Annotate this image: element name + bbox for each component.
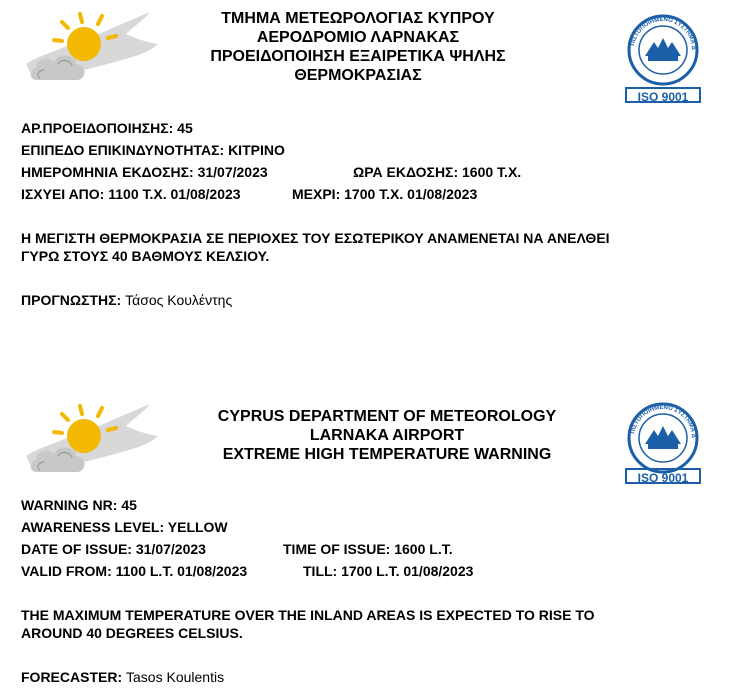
sun-cloud-icon [18,6,164,90]
greek-time-of-issue: ΩΡΑ ΕΚΔΟΣΗΣ: 1600 Τ.Χ. [353,164,522,180]
english-title-line-2: LARNAKA AIRPORT [309,427,465,444]
iso-certification-icon [620,12,706,90]
weather-logo-greek [18,6,164,90]
greek-till: ΜΕΧΡΙ: 1700 Τ.Χ. 01/08/2023 [292,186,478,202]
english-message-line-2: AROUND 40 DEGREES CELSIUS. [21,625,243,641]
greek-forecaster-name: Τάσος Κουλέντης [125,292,233,308]
svg-text:ΠΙΣΤΟΠΟΙΗΜΕΝΟ ΣΥΣΤΗΜΑ ΔΙΑΣΦΑΛΙ: ΠΙΣΤΟΠΟΙΗΜΕΝΟ ΣΥΣΤΗΜΑ Δ [630,404,697,439]
iso-certification-icon [620,400,706,478]
english-time-of-issue: TIME OF ISSUE: 1600 L.T. [283,541,453,557]
greek-warning-nr: ΑΡ.ΠΡΟΕΙΔΟΠΟΙΗΣΗΣ: 45 [21,120,193,136]
greek-message-line-1: Η ΜΕΓΙΣΤΗ ΘΕΡΜΟΚΡΑΣΙΑ ΣΕ ΠΕΡΙΟΧΕΣ ΤΟΥ ΕΣΩΤΕΡΙΚΟΥ ΑΝΑΜΕΝΕΤΑΙ ΝΑ ΑΝΕΛΘΕΙ [21,230,610,246]
english-title [168,407,606,464]
iso-badge-greek [620,12,706,104]
english-till: TILL: 1700 L.T. 01/08/2023 [303,563,474,579]
english-forecaster-label: FORECASTER: [21,669,123,685]
english-valid-from: VALID FROM: 1100 L.T. 01/08/2023 [21,563,248,579]
greek-forecaster-label: ΠΡΟΓΝΩΣΤΗΣ: [21,292,122,308]
greek-title-line-4: ΘΕΡΜΟΚΡΑΣΙΑΣ [294,67,422,84]
english-message-line-1: THE MAXIMUM TEMPERATURE OVER THE INLAND AREAS IS EXPECTED TO RISE TO [21,607,595,623]
greek-message-line-2: ΓΥΡΩ ΣΤΟΥΣ 40 ΒΑΘΜΟΥΣ ΚΕΛΣΙΟΥ. [21,248,270,264]
english-forecaster-name: Tasos Koulentis [126,669,225,685]
english-forecaster [21,668,224,686]
sun-cloud-icon [18,398,164,482]
english-date-of-issue: DATE OF ISSUE: 31/07/2023 [21,541,206,557]
weather-logo-english [18,398,164,482]
english-title-line-1: CYPRUS DEPARTMENT OF METEOROLOGY [217,408,557,425]
english-warning-nr: WARNING NR: 45 [21,497,137,513]
english-awareness-level: AWARENESS LEVEL: YELLOW [21,519,228,535]
english-title-line-3: EXTREME HIGH TEMPERATURE WARNING [222,446,552,463]
iso-label: ISO 9001 [625,468,701,484]
greek-title-line-3: ΠΡΟΕΙΔΟΠΟΙΗΣΗ ΕΞΑΙΡΕΤΙΚΑ ΨΗΛΗΣ [210,48,506,65]
greek-title [170,9,546,85]
greek-title-line-1: ΤΜΗΜΑ ΜΕΤΕΩΡΟΛΟΓΙΑΣ ΚΥΠΡΟΥ [221,10,495,27]
greek-awareness-level: ΕΠΙΠΕΔΟ ΕΠΙΚΙΝΔΥΝΟΤΗΤΑΣ: ΚΙΤΡΙΝΟ [21,142,285,158]
iso-label: ISO 9001 [625,87,701,103]
greek-valid-from: ΙΣΧΥΕΙ ΑΠΟ: 1100 Τ.Χ. 01/08/2023 [21,186,241,202]
greek-date-of-issue: ΗΜΕΡΟΜΗΝΙΑ ΕΚΔΟΣΗΣ: 31/07/2023 [21,164,268,180]
greek-forecaster [21,291,232,309]
svg-text:ΠΙΣΤΟΠΟΙΗΜΕΝΟ ΣΥΣΤΗΜΑ ΔΙΑΣΦΑΛΙ: ΠΙΣΤΟΠΟΙΗΜΕΝΟ ΣΥΣΤΗΜΑ Δ [630,16,697,51]
greek-title-line-2: ΑΕΡΟΔΡΟΜΙΟ ΛΑΡΝΑΚΑΣ [256,29,460,46]
iso-badge-english [620,400,706,492]
